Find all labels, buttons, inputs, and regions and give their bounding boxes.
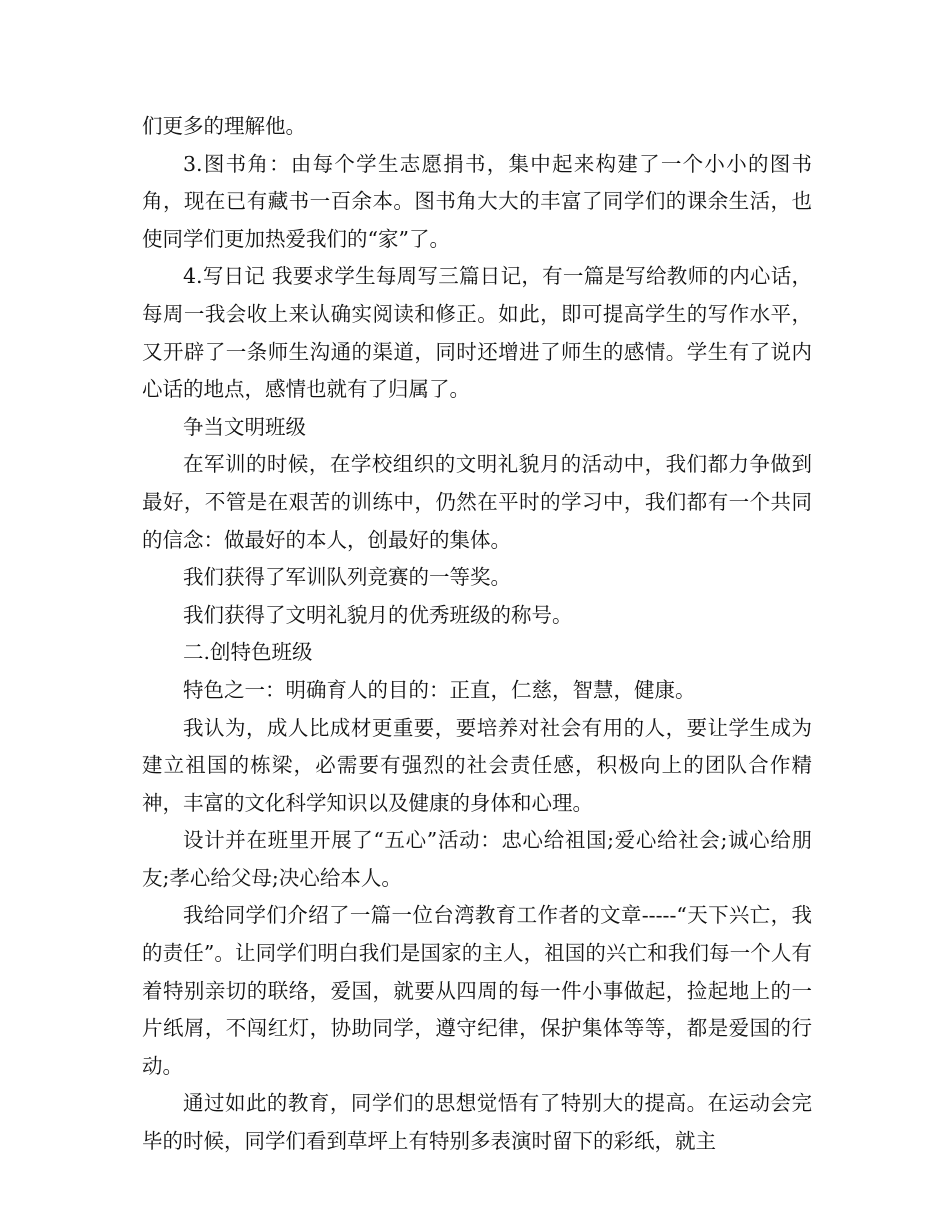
paragraph-philosophy: 我认为，成人比成材更重要，要培养对社会有用的人，要让学生成为建立祖国的栋梁，必需要有强烈的社会责任感，积极向上的团队合作精神，丰富的文化科学知识以及健康的身体和心理。	[142, 715, 812, 815]
paragraph-feature-one: 特色之一：明确育人的目的：正直，仁慈，智慧，健康。	[183, 677, 696, 702]
paragraph-continuation: 们更多的理解他。	[142, 114, 306, 138]
paragraph-article: 我给同学们介绍了一篇一位台湾教育工作者的文章-----“天下兴亡，我的责任”。让同学们明白我们是国家的主人，祖国的兴亡和我们每一个人有着特别亲切的联络，爱国，就要从四周的每一件小事做起，捡起地上的一片纸屑，不闯红灯，协助同学，遵守纪律，保护集体等等，都是爱国的行动。	[142, 903, 812, 1078]
document-page	[142, 108, 812, 1161]
paragraph-diary: 4.写日记 我要求学生每周写三篇日记，有一篇是写给教师的内心话，每周一我会收上来认确实阅读和修正。如此，即可提高学生的写作水平，又开辟了一条师生沟通的渠道，同时还增进了师生的感情。学生有了说内心话的地点，感情也就有了归属了。	[142, 264, 812, 402]
paragraph-five-hearts: 设计并在班里开展了“五心”活动：忠心给祖国;爱心给社会;诚心给朋友;孝心给父母;决心给本人。	[142, 828, 812, 890]
paragraph-award-title: 我们获得了文明礼貌月的优秀班级的称号。	[183, 602, 573, 627]
section-heading-special-class: 二.创特色班级	[183, 640, 313, 665]
paragraph-education-result: 通过如此的教育，同学们的思想觉悟有了特别大的提高。在运动会完毕的时候，同学们看到草坪上有特别多表演时留下的彩纸，就主	[142, 1091, 812, 1154]
section-heading-civilized-class: 争当文明班级	[183, 414, 306, 439]
paragraph-book-corner: 3.图书角：由每个学生志愿捐书，集中起来构建了一个小小的图书角，现在已有藏书一百余本。图书角大大的丰富了同学们的课余生活，也使同学们更加热爱我们的“家”了。	[142, 151, 812, 251]
paragraph-award-drill: 我们获得了军训队列竞赛的一等奖。	[183, 565, 511, 590]
paragraph-military-training: 在军训的时候，在学校组织的文明礼貌月的活动中，我们都力争做到最好，不管是在艰苦的训练中，仍然在平时的学习中，我们都有一个共同的信念：做最好的本人，创最好的集体。	[142, 452, 812, 552]
